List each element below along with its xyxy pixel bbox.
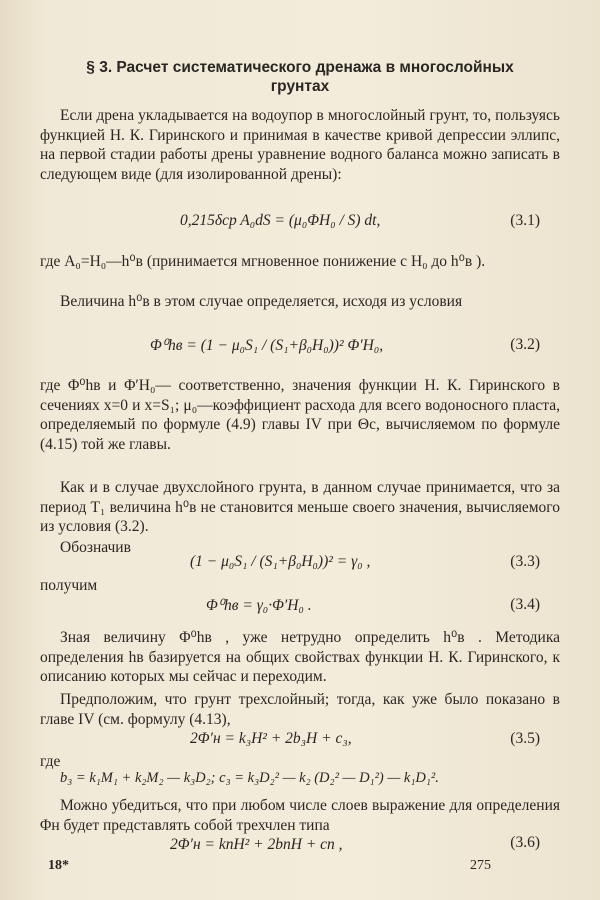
equation-number-3-4: (3.4) bbox=[510, 596, 540, 613]
formula-3-4: Φ⁰hв = γ₀·Φ′H₀ . bbox=[206, 597, 312, 614]
formula-3-2: Φ⁰hв = (1 − μ₀S₁ / (S₁+β₀H₀))² Φ′H₀, bbox=[150, 337, 384, 354]
paragraph-denote: Обозначив bbox=[60, 539, 131, 556]
paragraph-we-get: получим bbox=[40, 577, 98, 594]
paragraph-two-layer: Как и в случае двухслойного грунта, в данном случае принимается, что за период T₁ величина h⁰в не становится меньше своего значения, вычисляемого из условия (3.2). bbox=[40, 479, 560, 535]
paragraph-where: где bbox=[40, 753, 61, 770]
equation-number-3-3: (3.3) bbox=[510, 553, 540, 570]
printer-signature-mark: 18* bbox=[48, 858, 69, 873]
paragraph-where-phi: где Φ⁰hв и Φ′H₀— соответственно, значения функции Н. К. Гиринского в сечениях x=0 и x=S₁; μ₀—коэффициент расхода для всего водоносного пласта, определяемый по формуле (4.9) главы IV при Θc, вычисляемом по формуле (4.15) той же главы. bbox=[40, 377, 560, 453]
paragraph-suppose: Предположим, что грунт трехслойный; тогда, как уже было показано в главе IV (см. формулу (4.13), bbox=[40, 691, 560, 728]
paragraph-intro: Если дрена укладывается на водоупор в многослойный грунт, то, пользуясь функцией Н. К. Гиринского и принимая в качестве кривой депрессии эллипс, на первой стадии работы дрены уравнение водного баланса можно записать в следующем виде (для изолированной дрены): bbox=[40, 107, 560, 183]
page-number: 275 bbox=[470, 858, 491, 873]
paragraph-value-hv: Величина h⁰в в этом случае определяется, исходя из условия bbox=[60, 293, 463, 310]
paragraph-where-a0: где A₀=H₀—h⁰в (принимается мгновенное понижение с H₀ до h⁰в ). bbox=[40, 253, 486, 270]
formula-3-5: 2Φ′н = k₃H² + 2b₃H + c₃, bbox=[190, 730, 352, 747]
equation-number-3-2: (3.2) bbox=[510, 336, 540, 353]
formula-3-1: 0,215δcp A₀dS = (μ₀ΦH₀ / S) dt, bbox=[180, 212, 381, 229]
formula-b3-c3: b₃ = k₁M₁ + k₂M₂ — k₃D₂; c₃ = k₃D₂² — k₂ (D₂² — D₁²) — k₁D₁². bbox=[60, 770, 439, 786]
paragraph-knowing: Зная величину Φ⁰hв , уже нетрудно определить h⁰в . Методика определения hв базируется на общих свойствах функции Н. К. Гиринского, к описанию которых мы сейчас и переходим. bbox=[40, 629, 560, 685]
section-heading-line2: грунтах bbox=[270, 78, 330, 95]
equation-number-3-5: (3.5) bbox=[510, 730, 540, 747]
equation-number-3-6: (3.6) bbox=[510, 834, 540, 851]
formula-3-6: 2Φ′н = knH² + 2bnH + cn , bbox=[170, 836, 343, 853]
paragraph-any-layers: Можно убедиться, что при любом числе слоев выражение для определения Φн будет представлять собой трехчлен типа bbox=[40, 797, 560, 834]
formula-3-3: (1 − μ₀S₁ / (S₁+β₀H₀))² = γ₀ , bbox=[190, 553, 371, 570]
section-heading-line1: § 3. Расчет систематического дренажа в многослойных bbox=[86, 59, 514, 76]
equation-number-3-1: (3.1) bbox=[510, 212, 540, 229]
section-heading bbox=[40, 58, 560, 96]
